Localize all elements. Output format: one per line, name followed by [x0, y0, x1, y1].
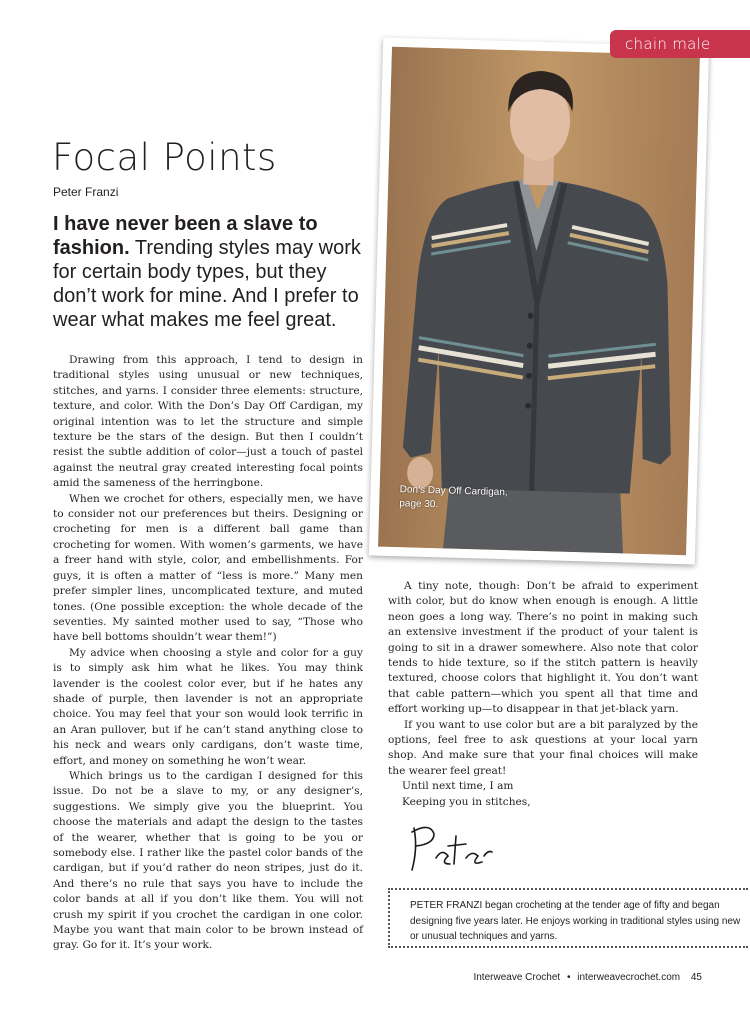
author-byline: Peter Franzi [53, 185, 119, 199]
closing-line: Until next time, I am [402, 780, 514, 793]
website: interweavecrochet.com [577, 972, 681, 983]
article-title: Focal Points [52, 136, 277, 179]
author-bio: PETER FRANZI began crocheting at the tender age of fifty and began designing five years later. He enjoys working in traditional styles using new or unusual techniques and yarns. [388, 888, 748, 948]
page-number: 45 [690, 972, 702, 983]
caption-line: page 30. [399, 498, 439, 511]
section-tag: chain male [610, 30, 750, 58]
body-paragraph: Which brings us to the cardigan I designed for this issue. Do not be a slave to my, or any designer’s, suggestions. We simply give you the blueprint. You choose the materials and adapt the design to the tastes of the wearer, whether that is going to be you or somebody else. I rather like the pastel color bands of the cardigan, but if you’d rather do neon stripes, just do it. And there’s no rule that says you have to include the color bands at all if you don’t like them. You will not crush my spirit if you crochet the cardigan in one color. Maybe you want that main color to be brown instead of gray. Go for it. It’s your work. [53, 769, 363, 952]
body-column-left [53, 353, 363, 954]
article-deck [53, 212, 373, 332]
photo-frame [369, 38, 709, 565]
deck-bold: I have never been a slave to fashion. [53, 213, 318, 259]
magazine-name: Interweave Crochet [473, 972, 561, 983]
body-paragraph: My advice when choosing a style and color for a guy is to simply ask him what he likes. You may think lavender is the coolest color ever, but if he hates any shade of purple, then lavender is not an appropriate choice. You may feel that your son would look terrific in an Aran pullover, but if he can’t stand anything close to his neck and wears only cardigans, don’t waste time, effort, and money on something he won’t wear. [53, 646, 363, 767]
caption-line: Don’s Day Off Cardigan, [399, 484, 508, 499]
cardigan-photo [378, 47, 700, 555]
handwritten-signature [400, 818, 500, 880]
body-paragraph: If you want to use color but are a bit paralyzed by the options, feel free to ask questions at your local yarn shop. And make sure that your final choices will make the wearer feel great! [388, 718, 698, 777]
deck-rest: Trending styles may work for certain body types, but they don’t work for mine. And I prefer to wear what makes me feel great. [53, 237, 361, 331]
body-paragraph: When we crochet for others, especially men, we have to consider not our preferences but theirs. Designing or crocheting for men is a different ball game than crocheting for women. With women’s garments, we have a freer hand with style, color, and embellishments. For guys, it is often a matter of “less is more.” Many men prefer simpler lines, uncomplicated texture, and muted tones. (One possible exception: the whole decade of the seventies. My sainted mother used to say, “Those who have bell bottoms shouldn’t wear them!”) [53, 492, 363, 644]
body-paragraph: A tiny note, though: Don’t be afraid to experiment with color, but do know when enough is enough. A little neon goes a long way. There’s no point in making such an extensive investment if the product of your talent is going to sit in a drawer somewhere. Also note that color tends to hide texture, so if the stitch pattern is heavily textured, choose colors that highlight it. You don’t want that cable pattern—which you spent all that time and effort working up—to disappear in that jet-black yarn. [388, 580, 698, 716]
closing-line: Keeping you in stitches, [402, 795, 531, 808]
page-footer [473, 972, 702, 983]
photo-caption [399, 483, 508, 514]
body-paragraph: Drawing from this approach, I tend to design in traditional styles using unusual or new techniques, stitches, and yarns. I consider three elements: structure, texture, and color. With the Don’s Day Off Cardigan, my original intention was to let the structure and simple texture be the stars of the design. But then I couldn’t resist the subtle addition of color—just a touch of pastel against the neutral gray created interesting focal points amid the sameness of the herringbone. [53, 354, 363, 490]
body-column-right [388, 579, 698, 810]
model-illustration [378, 47, 700, 555]
footer-bullet: • [566, 972, 571, 983]
